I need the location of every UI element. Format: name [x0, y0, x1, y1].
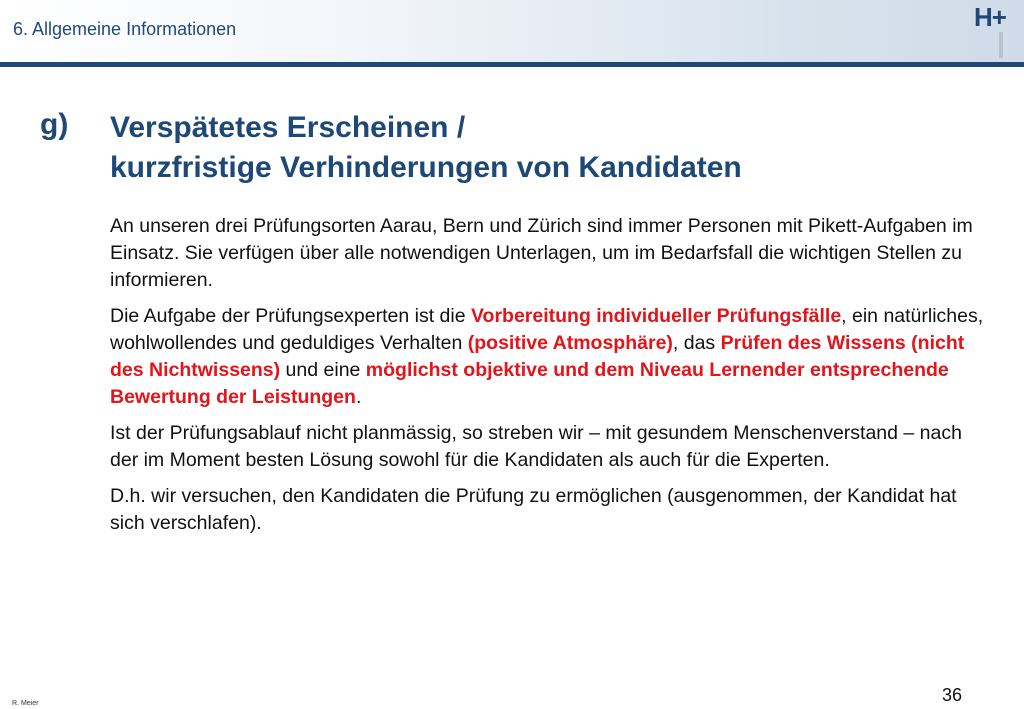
- page-number: 36: [941, 685, 962, 705]
- title-line-1: Verspätetes Erscheinen /: [110, 111, 466, 144]
- paragraph-2: [110, 303, 990, 411]
- highlight-testing-knowledge: Prüfen des Wissens (nicht des Nichtwissens): [110, 332, 965, 381]
- page-title: [110, 108, 990, 188]
- logo-subtext-icon: [998, 32, 1004, 58]
- paragraph-2-text: , ein natürliches, wohlwollendes und geduldiges Verhalten: [110, 305, 984, 354]
- section-label: 6. Allgemeine Informationen: [13, 19, 237, 39]
- highlight-evaluation: möglichst objektive und dem Niveau Lernender entsprechende Bewertung der Leistungen: [110, 359, 949, 408]
- paragraph-2-text: .: [355, 386, 362, 408]
- title-line-2: kurzfristige Verhinderungen von Kandidaten: [110, 151, 742, 184]
- highlight-preparation: Vorbereitung individueller Prüfungsfälle: [470, 305, 842, 327]
- paragraph-2-text: , das: [672, 332, 721, 354]
- paragraph-4: D.h. wir versuchen, den Kandidaten die Prüfung zu ermöglichen (ausgenommen, der Kandidat hat sich verschlafen).: [110, 485, 957, 534]
- highlight-atmosphere: (positive Atmosphäre): [467, 332, 673, 354]
- paragraph-3: Ist der Prüfungsablauf nicht planmässig, so streben wir – mit gesundem Menschenverstand – nach der im Moment besten Lösung sowohl für die Kandidaten als auch für die Experten.: [110, 422, 962, 471]
- body-text: [110, 213, 990, 546]
- logo-mark: H+: [974, 2, 1006, 32]
- heading-letter: g): [40, 108, 69, 141]
- paragraph-2-text: Die Aufgabe der Prüfungsexperten ist die: [110, 305, 471, 327]
- paragraph-2-text: und eine: [280, 359, 366, 381]
- author-label: R. Meier: [12, 700, 39, 707]
- header-divider: [0, 62, 1024, 67]
- paragraph-1: An unseren drei Prüfungsorten Aarau, Bern und Zürich sind immer Personen mit Pikett-Aufgaben im Einsatz. Sie verfügen über alle notwendigen Unterlagen, um im Bedarfsfall die wichtigen Stellen zu informieren.: [110, 215, 973, 291]
- logo: [974, 4, 1018, 60]
